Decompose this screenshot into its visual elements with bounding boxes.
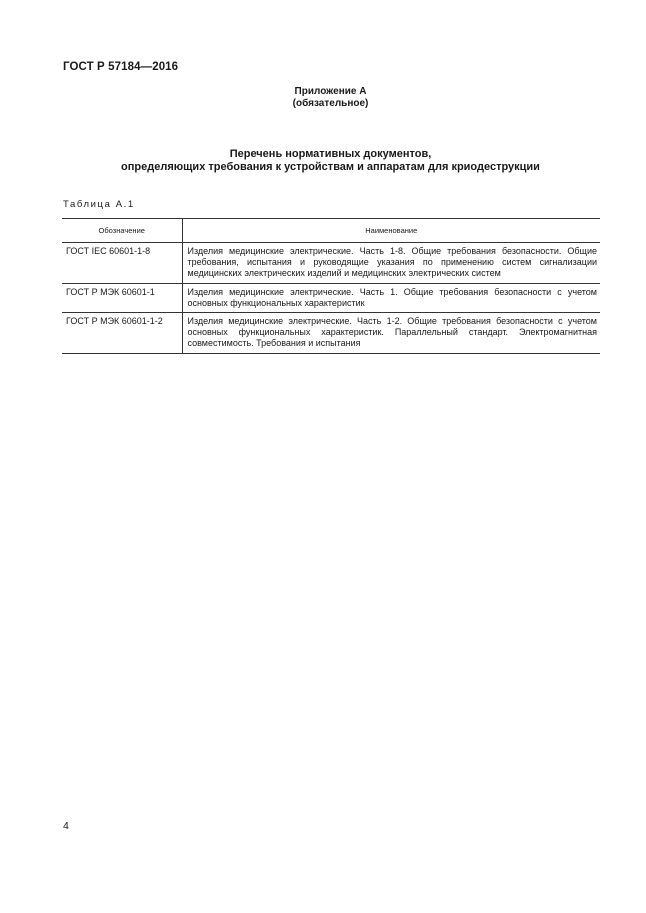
document-title-line-2: определяющих требования к устройствам и аппаратам для криодеструкции xyxy=(121,160,540,173)
appendix-title: Приложение А xyxy=(294,86,367,97)
table-header-row xyxy=(62,219,600,243)
table-row xyxy=(62,313,600,354)
name-cell: Изделия медицинские электрические. Часть 1-2. Общие требования безопасности с учетом основных функциональных характеристик. Параллельный стандарт. Электромагнитная совместимость. Требования и испытания xyxy=(182,313,600,354)
table-caption: Таблица А.1 xyxy=(63,199,135,210)
column-header-name: Наименование xyxy=(182,219,600,243)
table-row xyxy=(62,283,600,312)
designation-cell: ГОСТ Р МЭК 60601-1-2 xyxy=(62,313,182,354)
document-title xyxy=(0,148,646,173)
name-cell: Изделия медицинские электрические. Часть 1. Общие требования безопасности с учетом основных функциональных характеристик xyxy=(182,283,600,312)
normative-documents-table xyxy=(62,218,600,354)
document-title-line-1: Перечень нормативных документов, xyxy=(229,148,432,160)
designation-cell: ГОСТ Р МЭК 60601-1 xyxy=(62,283,182,312)
designation-cell: ГОСТ IEC 60601-1-8 xyxy=(62,243,182,284)
page-number: 4 xyxy=(63,820,69,832)
column-header-designation: Обозначение xyxy=(62,219,182,243)
page-header-standard-id: ГОСТ Р 57184—2016 xyxy=(63,61,179,73)
table-row xyxy=(62,243,600,284)
name-cell: Изделия медицинские электрические. Часть 1-8. Общие требования безопасности. Общие требования, испытания и руководящие указания по применению систем сигнализации медицинских электрических изделий и медицинских электрических систем xyxy=(182,243,600,284)
appendix-heading xyxy=(0,86,646,110)
appendix-status: (обязательное) xyxy=(292,98,369,109)
